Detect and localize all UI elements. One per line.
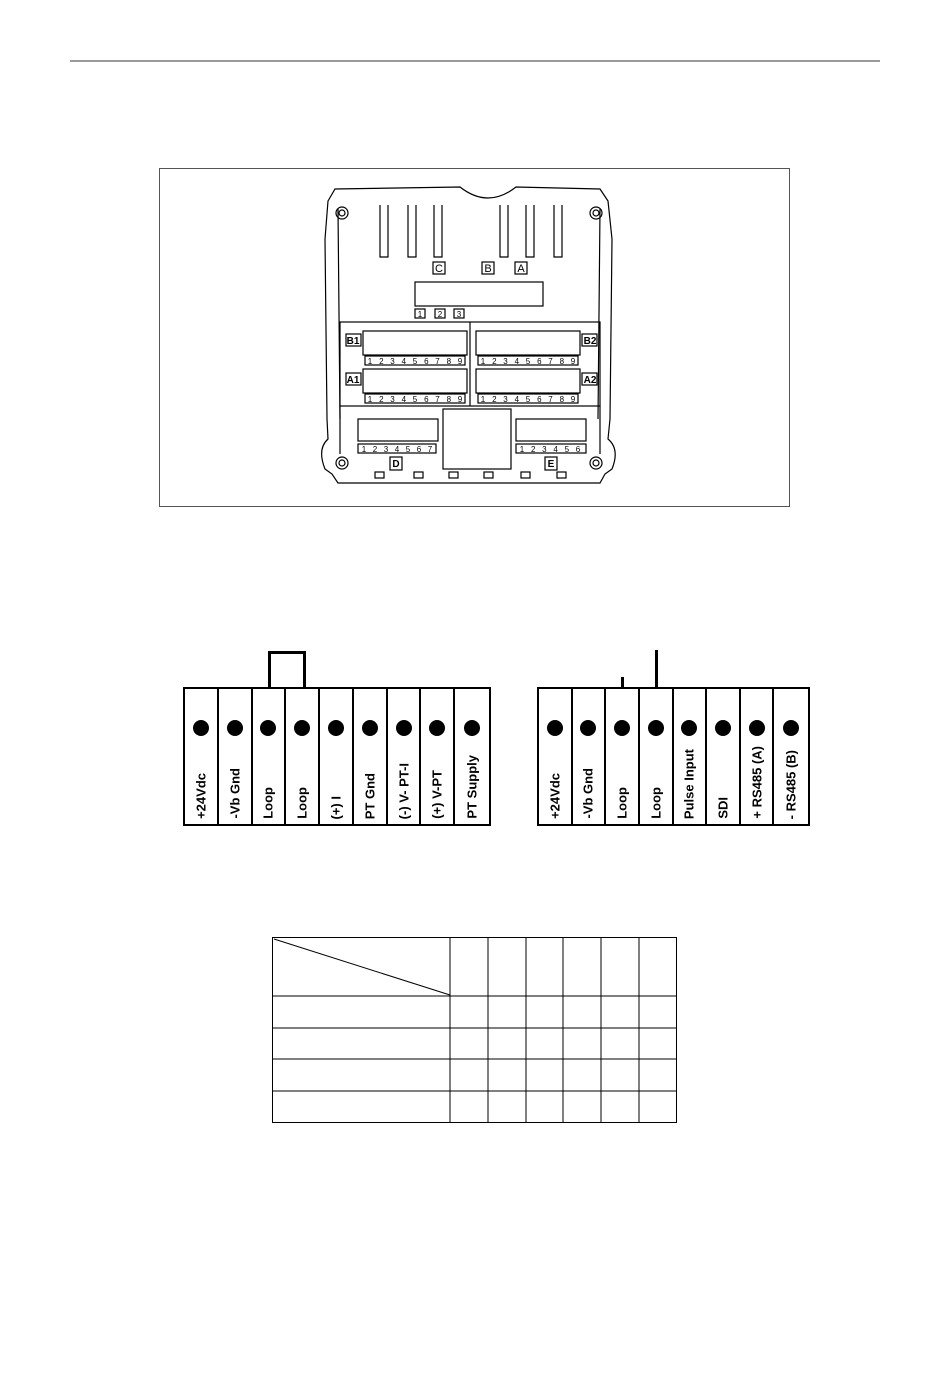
ribbon-pin-2: 2 [437,310,443,319]
terminal-screw-icon [464,720,480,736]
left-terminal-label: +24Vdc [193,773,209,819]
terminal-screw-icon [648,720,664,736]
a1-pin-1: 1 [367,395,373,404]
terminal-screw-icon [193,720,209,736]
b2-pin-3: 3 [503,357,508,366]
a2-pin-5: 5 [525,395,531,404]
d-pin-3: 3 [383,445,389,454]
left-terminal [253,689,287,824]
ribbon-pin-3: 3 [456,310,462,319]
a1-pin-4: 4 [401,395,407,404]
terminal-screw-icon [547,720,563,736]
b1-pin-2: 2 [379,357,384,366]
left-terminal [320,689,354,824]
left-terminal [455,689,489,824]
left-terminal [286,689,320,824]
right-terminal-label: Loop [648,787,664,819]
right-terminal [539,689,573,824]
left-terminal [219,689,253,824]
right-terminal-label: Pulse Input [681,748,697,819]
d-pin-6: 6 [416,445,422,454]
terminal-screw-icon [614,720,630,736]
terminal-screw-icon [783,720,799,736]
ribbon-pin-1: 1 [417,310,423,319]
block-label-a1: A1 [346,375,360,386]
terminal-block-right [537,687,810,826]
a2-pin-9: 9 [570,395,576,404]
a1-pin-8: 8 [446,395,452,404]
a2-pin-8: 8 [559,395,565,404]
b1-pin-3: 3 [390,357,395,366]
terminal-block-left [183,687,491,826]
right-terminal-label: +24Vdc [547,773,563,819]
left-terminal [185,689,219,824]
b1-pin-9: 9 [457,357,463,366]
right-terminal [606,689,640,824]
a1-pin-2: 2 [379,395,384,404]
a2-pin-2: 2 [492,395,497,404]
rear-view-frame [159,168,790,507]
d-pin-2: 2 [372,445,378,454]
left-terminal [354,689,388,824]
left-terminal-label: (+) I [328,795,344,819]
b2-pin-8: 8 [559,357,565,366]
block-label-a2: A2 [583,375,597,386]
e-pin-1: 1 [519,445,525,454]
b1-pin-4: 4 [401,357,407,366]
slot-label-c: C [435,263,443,275]
b2-pin-5: 5 [525,357,531,366]
e-pin-3: 3 [542,445,547,454]
terminal-screw-icon [749,720,765,736]
left-terminal-label: Loop [294,787,310,819]
terminal-screw-icon [396,720,412,736]
b2-pin-9: 9 [570,357,576,366]
left-terminal [388,689,422,824]
a2-pin-1: 1 [480,395,486,404]
left-terminal-label: Loop [260,787,276,819]
terminal-screw-icon [227,720,243,736]
left-terminal-label: (+) V-PT [429,770,445,819]
slot-label-a: A [517,263,525,275]
block-label-b2: B2 [583,336,597,347]
right-terminal [640,689,674,824]
right-terminal-label: -Vb Gnd [580,768,596,819]
a1-pin-6: 6 [424,395,429,404]
rear-view-drawing [160,169,791,508]
d-pin-1: 1 [361,445,367,454]
right-terminal [741,689,775,824]
b2-pin-6: 6 [537,357,542,366]
e-pin-6: 6 [575,445,581,454]
b2-pin-2: 2 [492,357,497,366]
block-label-e: E [547,459,555,470]
right-terminal-label: Loop [614,787,630,819]
right-terminal-label: - RS485 (B) [783,749,799,819]
left-terminal-label: -Vb Gnd [227,768,243,819]
d-pin-7: 7 [427,445,433,454]
e-pin-4: 4 [553,445,558,454]
block-label-d: D [392,459,400,470]
b2-pin-4: 4 [514,357,520,366]
right-terminal-label: SDI [715,797,731,819]
b1-pin-5: 5 [412,357,418,366]
a1-pin-3: 3 [390,395,395,404]
loop-lead-long [655,650,658,689]
empty-table-grid [272,937,677,1123]
slot-label-b: B [484,263,492,275]
terminal-screw-icon [681,720,697,736]
a2-pin-3: 3 [503,395,508,404]
terminal-screw-icon [429,720,445,736]
left-terminal-label: PT Supply [464,755,480,819]
block-label-b1: B1 [346,336,360,347]
right-terminal [674,689,708,824]
a1-pin-9: 9 [457,395,463,404]
e-pin-2: 2 [530,445,536,454]
right-terminal [774,689,808,824]
terminal-screw-icon [580,720,596,736]
b2-pin-7: 7 [548,357,553,366]
a2-pin-7: 7 [548,395,553,404]
b1-pin-8: 8 [446,357,452,366]
terminal-screw-icon [328,720,344,736]
left-terminal [421,689,455,824]
terminal-screw-icon [294,720,310,736]
right-terminal-label: + RS485 (A) [749,746,765,819]
loop-jumper [268,651,306,689]
e-pin-5: 5 [564,445,570,454]
b1-pin-6: 6 [424,357,429,366]
a2-pin-4: 4 [514,395,520,404]
header-rule [70,60,880,62]
terminal-screw-icon [715,720,731,736]
a1-pin-7: 7 [435,395,440,404]
b1-pin-1: 1 [367,357,373,366]
a1-pin-5: 5 [412,395,418,404]
terminal-screw-icon [362,720,378,736]
d-pin-4: 4 [394,445,400,454]
empty-table [272,937,677,1123]
left-terminal-label: (-) V- PT-I [396,762,412,819]
terminal-screw-icon [260,720,276,736]
left-terminal-label: PT Gnd [362,772,378,819]
right-terminal [573,689,607,824]
right-terminal [707,689,741,824]
b1-pin-7: 7 [435,357,440,366]
a2-pin-6: 6 [537,395,542,404]
d-pin-5: 5 [405,445,411,454]
b2-pin-1: 1 [480,357,486,366]
